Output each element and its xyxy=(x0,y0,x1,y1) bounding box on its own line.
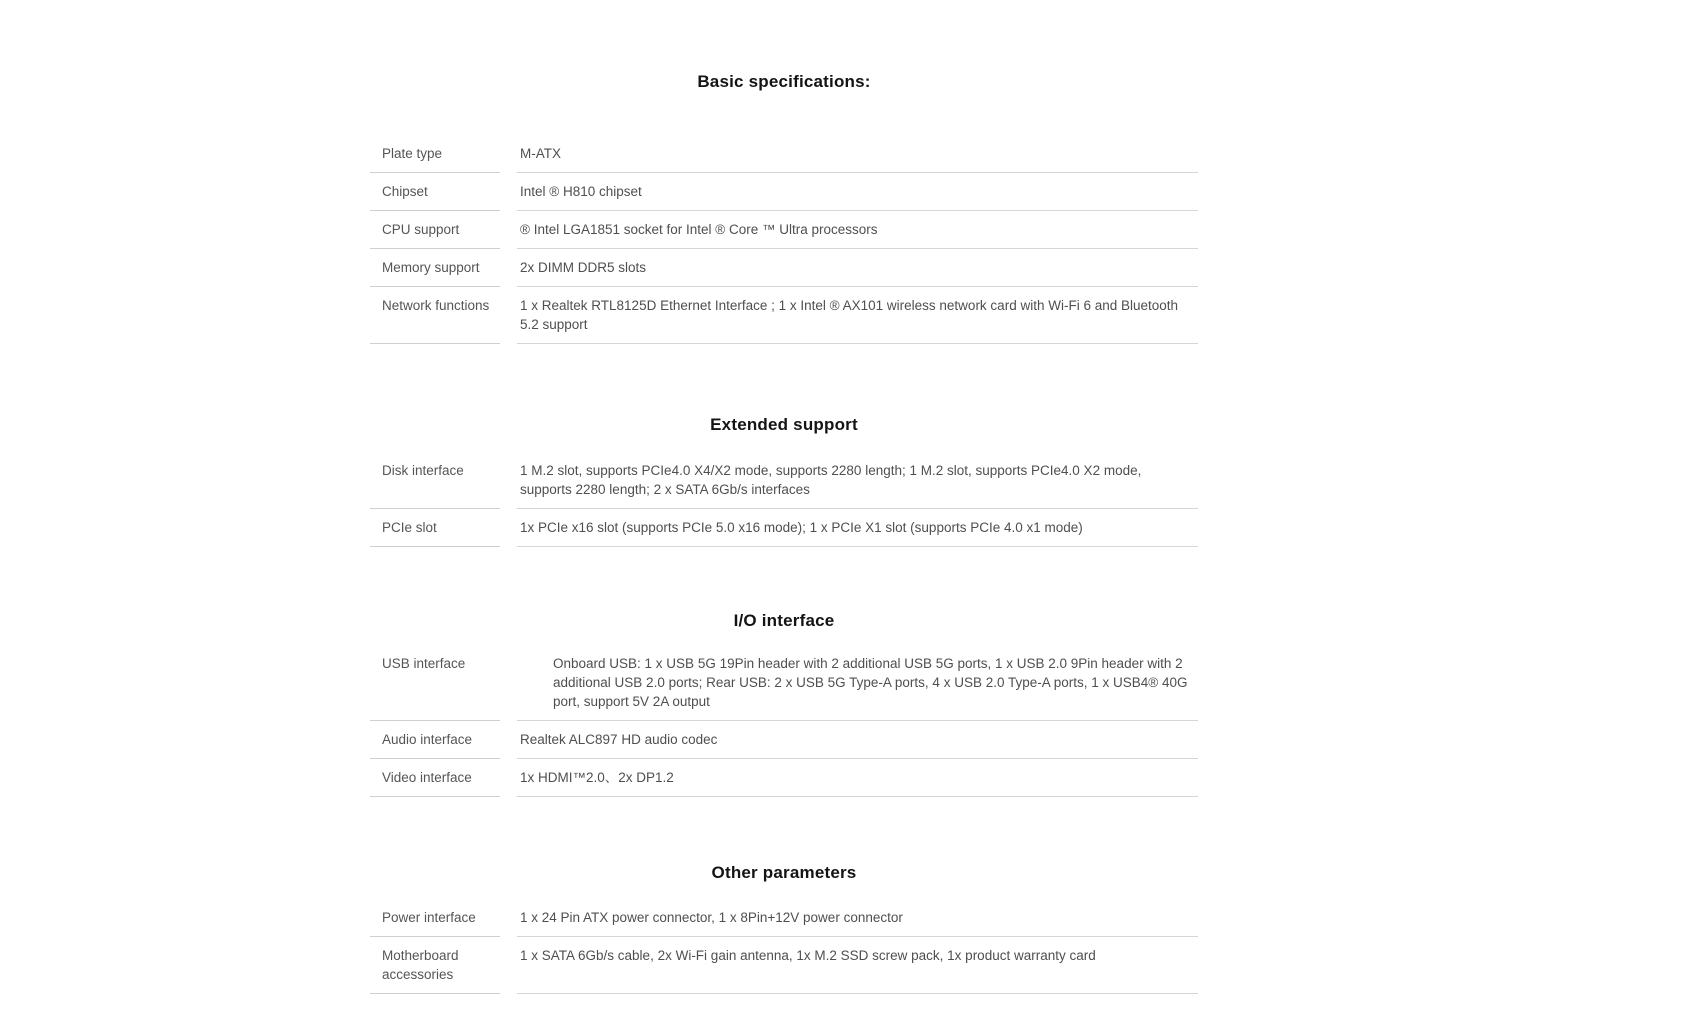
spec-value: 1 M.2 slot, supports PCIe4.0 X4/X2 mode, supports 2280 length; 1 M.2 slot, supports PCIe4.0 X2 mode, supports 2280 length; 2 x SATA 6Gb/s interfaces xyxy=(517,452,1198,509)
spec-label: USB interface xyxy=(370,645,500,721)
spec-value: 1 x SATA 6Gb/s cable, 2x Wi-Fi gain antenna, 1x M.2 SSD screw pack, 1x product warranty card xyxy=(517,937,1198,994)
column-gap xyxy=(500,249,517,287)
table-row-motherboard-accessories xyxy=(370,937,1198,994)
column-gap xyxy=(500,937,517,994)
column-gap xyxy=(500,721,517,759)
spec-label: Memory support xyxy=(370,249,500,287)
spec-label: CPU support xyxy=(370,211,500,249)
section-basic-specifications xyxy=(370,71,1198,344)
spec-value: ® Intel LGA1851 socket for Intel ® Core ™ Ultra processors xyxy=(517,211,1198,249)
spec-content xyxy=(370,0,1198,994)
spec-label: PCIe slot xyxy=(370,509,500,547)
spec-label: Plate type xyxy=(370,135,500,173)
column-gap xyxy=(500,452,517,509)
spec-value: Realtek ALC897 HD audio codec xyxy=(517,721,1198,759)
spec-label: Chipset xyxy=(370,173,500,211)
section-other-parameters xyxy=(370,862,1198,994)
table-row-network-functions xyxy=(370,287,1198,344)
section-title-extended-support: Extended support xyxy=(710,415,858,434)
spec-value: 1x HDMI™2.0、2x DP1.2 xyxy=(517,759,1198,797)
spec-table-extended xyxy=(370,452,1198,547)
spec-value: Onboard USB: 1 x USB 5G 19Pin header with 2 additional USB 5G ports, 1 x USB 2.0 9Pin header with 2 additional USB 2.0 ports; Rear USB: 2 x USB 5G Type-A ports, 4 x USB 2.0 Type-A ports, 1 x USB4® 40G port, support 5V 2A output xyxy=(517,645,1198,721)
table-row-disk-interface xyxy=(370,452,1198,509)
table-row-power-interface xyxy=(370,899,1198,937)
spec-value: M-ATX xyxy=(517,135,1198,173)
column-gap xyxy=(500,135,517,173)
spec-table-io xyxy=(370,645,1198,797)
spec-value: 1x PCIe x16 slot (supports PCIe 5.0 x16 mode); 1 x PCIe X1 slot (supports PCIe 4.0 x1 mode) xyxy=(517,509,1198,547)
column-gap xyxy=(500,287,517,344)
table-row-memory-support xyxy=(370,249,1198,287)
table-row-audio-interface xyxy=(370,721,1198,759)
column-gap xyxy=(500,645,517,721)
table-row-usb-interface xyxy=(370,645,1198,721)
spec-table-basic xyxy=(370,135,1198,344)
column-gap xyxy=(500,899,517,937)
spec-value: 1 x 24 Pin ATX power connector, 1 x 8Pin+12V power connector xyxy=(517,899,1198,937)
table-row-video-interface xyxy=(370,759,1198,797)
spec-table-other xyxy=(370,899,1198,994)
spec-label: Power interface xyxy=(370,899,500,937)
column-gap xyxy=(500,509,517,547)
spec-value: 2x DIMM DDR5 slots xyxy=(517,249,1198,287)
spec-value: Intel ® H810 chipset xyxy=(517,173,1198,211)
table-row-chipset xyxy=(370,173,1198,211)
spec-label: Disk interface xyxy=(370,452,500,509)
spec-value: 1 x Realtek RTL8125D Ethernet Interface ; 1 x Intel ® AX101 wireless network card with Wi-Fi 6 and Bluetooth 5.2 support xyxy=(517,287,1198,344)
table-row-plate-type xyxy=(370,135,1198,173)
spec-label: Audio interface xyxy=(370,721,500,759)
section-title-io-interface: I/O interface xyxy=(733,611,835,630)
spec-label: Motherboard accessories xyxy=(370,937,500,994)
section-title-basic-specifications: Basic specifications: xyxy=(697,72,871,91)
spec-label: Network functions xyxy=(370,287,500,344)
section-title-other-parameters: Other parameters xyxy=(711,863,857,882)
section-extended-support xyxy=(370,414,1198,547)
table-row-cpu-support xyxy=(370,211,1198,249)
column-gap xyxy=(500,173,517,211)
column-gap xyxy=(500,759,517,797)
section-io-interface xyxy=(370,610,1198,797)
spec-label: Video interface xyxy=(370,759,500,797)
table-row-pcie-slot xyxy=(370,509,1198,547)
column-gap xyxy=(500,211,517,249)
